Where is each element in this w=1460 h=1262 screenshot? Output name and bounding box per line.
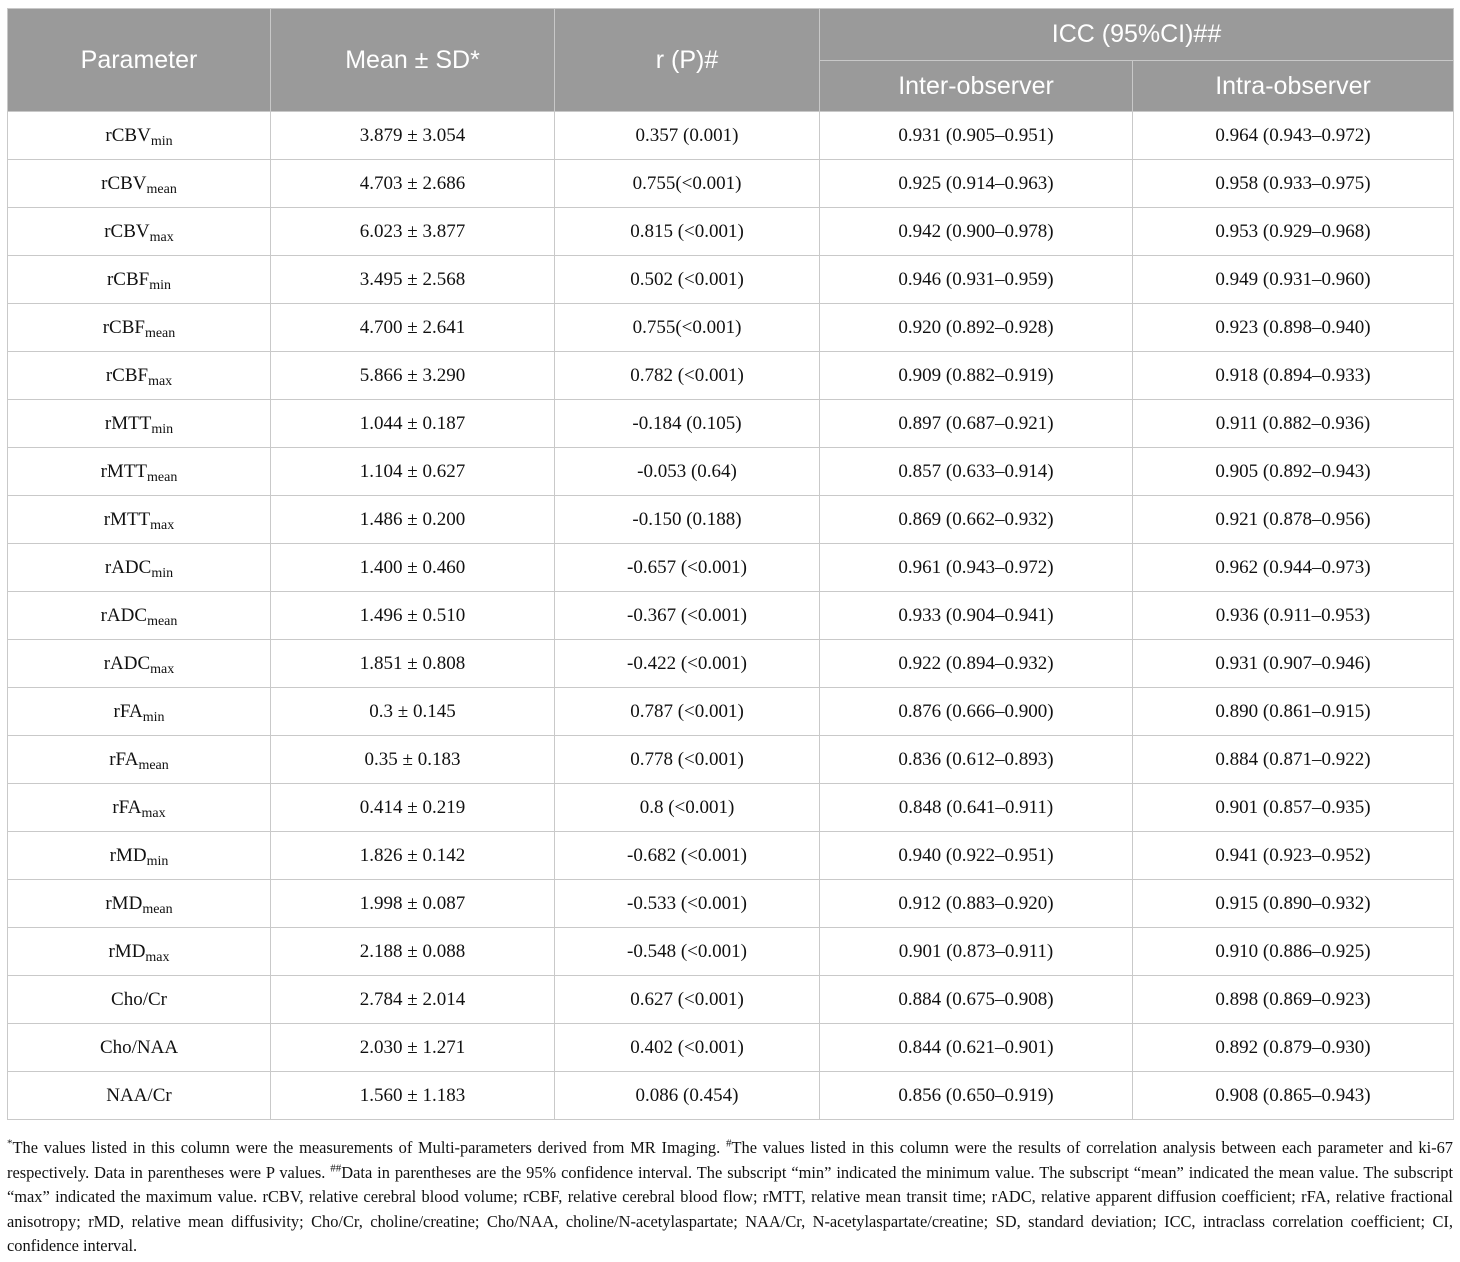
intra-observer-cell: 0.898 (0.869–0.923) [1133,976,1454,1024]
r-p-cell: 0.778 (<0.001) [555,736,820,784]
parameter-subscript: mean [138,757,169,773]
inter-observer-cell: 0.942 (0.900–0.978) [820,208,1133,256]
parameter-subscript: min [151,421,174,437]
inter-observer-cell: 0.857 (0.633–0.914) [820,448,1133,496]
intra-observer-cell: 0.884 (0.871–0.922) [1133,736,1454,784]
parameter-subscript: mean [144,325,176,341]
table-row [8,400,1454,448]
parameter-subscript: mean [146,181,177,197]
table-row [8,160,1454,208]
r-p-cell: 0.815 (<0.001) [555,208,820,256]
header-icc: ICC (95%CI)## [820,9,1454,61]
table-row [8,640,1454,688]
table-row [8,112,1454,160]
parameter-subscript: min [146,853,169,869]
table-row [8,496,1454,544]
intra-observer-cell: 0.941 (0.923–0.952) [1133,832,1454,880]
inter-observer-cell: 0.844 (0.621–0.901) [820,1024,1133,1072]
intra-observer-cell: 0.911 (0.882–0.936) [1133,400,1454,448]
inter-observer-cell: 0.836 (0.612–0.893) [820,736,1133,784]
parameter-subscript: mean [147,613,178,629]
intra-observer-cell: 0.901 (0.857–0.935) [1133,784,1454,832]
inter-observer-cell: 0.848 (0.641–0.911) [820,784,1133,832]
intra-observer-cell: 0.936 (0.911–0.953) [1133,592,1454,640]
parameter-name: rFA [109,748,139,770]
mean-sd-cell: 3.495 ± 2.568 [271,256,555,304]
intra-observer-cell: 0.962 (0.944–0.973) [1133,544,1454,592]
parameter-cell [8,400,271,448]
parameter-subscript: max [150,661,175,677]
parameter-cell [8,1072,271,1120]
parameter-cell [8,1024,271,1072]
intra-observer-cell: 0.910 (0.886–0.925) [1133,928,1454,976]
header-r-p: r (P)# [555,9,820,112]
table-row [8,448,1454,496]
parameter-cell [8,544,271,592]
results-table [7,8,1454,1120]
parameter-cell [8,784,271,832]
r-p-cell: 0.787 (<0.001) [555,688,820,736]
parameter-cell [8,208,271,256]
table-row [8,352,1454,400]
r-p-cell: 0.502 (<0.001) [555,256,820,304]
parameter-name: rCBF [102,316,145,338]
parameter-cell [8,160,271,208]
r-p-cell: -0.657 (<0.001) [555,544,820,592]
mean-sd-cell: 1.826 ± 0.142 [271,832,555,880]
mean-sd-cell: 2.784 ± 2.014 [271,976,555,1024]
table-row [8,976,1454,1024]
r-p-cell: -0.184 (0.105) [555,400,820,448]
r-p-cell: -0.367 (<0.001) [555,592,820,640]
mean-sd-cell: 0.414 ± 0.219 [271,784,555,832]
r-p-cell: 0.755(<0.001) [555,304,820,352]
parameter-name: rMD [108,940,146,962]
parameter-name: rFA [113,700,143,722]
parameter-name: rCBV [105,124,151,146]
intra-observer-cell: 0.949 (0.931–0.960) [1133,256,1454,304]
parameter-name: rADC [103,652,151,674]
footnote-mark-asterisk: * [7,1137,13,1150]
r-p-cell: -0.053 (0.64) [555,448,820,496]
mean-sd-cell: 1.400 ± 0.460 [271,544,555,592]
parameter-subscript: min [150,133,173,149]
parameter-subscript: max [148,373,173,389]
parameter-name: rMTT [104,412,152,434]
table-row [8,1072,1454,1120]
parameter-cell [8,736,271,784]
mean-sd-cell: 5.866 ± 3.290 [271,352,555,400]
inter-observer-cell: 0.920 (0.892–0.928) [820,304,1133,352]
intra-observer-cell: 0.931 (0.907–0.946) [1133,640,1454,688]
table-row [8,208,1454,256]
parameter-cell [8,688,271,736]
table-row [8,928,1454,976]
parameter-name: rCBV [101,172,147,194]
intra-observer-cell: 0.915 (0.890–0.932) [1133,880,1454,928]
intra-observer-cell: 0.908 (0.865–0.943) [1133,1072,1454,1120]
r-p-cell: -0.548 (<0.001) [555,928,820,976]
intra-observer-cell: 0.953 (0.929–0.968) [1133,208,1454,256]
mean-sd-cell: 3.879 ± 3.054 [271,112,555,160]
mean-sd-cell: 0.35 ± 0.183 [271,736,555,784]
table-row [8,880,1454,928]
parameter-cell [8,304,271,352]
parameter-name: rFA [112,796,142,818]
inter-observer-cell: 0.925 (0.914–0.963) [820,160,1133,208]
mean-sd-cell: 2.030 ± 1.271 [271,1024,555,1072]
parameter-subscript: max [149,229,174,245]
mean-sd-cell: 4.703 ± 2.686 [271,160,555,208]
table-footnote [7,1136,1453,1259]
intra-observer-cell: 0.890 (0.861–0.915) [1133,688,1454,736]
intra-observer-cell: 0.905 (0.892–0.943) [1133,448,1454,496]
header-parameter: Parameter [8,9,271,112]
mean-sd-cell: 1.496 ± 0.510 [271,592,555,640]
footnote-text-3: Data in parentheses are the 95% confidence interval. The subscript “min” indicated the minimum value. The subscript “mean” indicated the mean value. The subscript “max” indicated the maximum value. rCBV, relative cerebral blood volume; rCBF, relative cerebral blood flow; rMTT, relative mean transit time; rADC, relative apparent diffusion coefficient; rFA, relative fractional anisotropy; rMD, relative mean diffusivity; Cho/Cr, choline/creatine; Cho/NAA, choline/N-acetylaspartate; NAA/Cr, N-acetylaspartate/creatine; SD, standard deviation; ICC, intraclass correlation coefficient; CI, confidence interval. [7,1162,1454,1255]
inter-observer-cell: 0.946 (0.931–0.959) [820,256,1133,304]
r-p-cell: 0.8 (<0.001) [555,784,820,832]
mean-sd-cell: 4.700 ± 2.641 [271,304,555,352]
footnote-text-2: The values listed in this column were the results of correlation analysis between each parameter and ki-67 respectively. Data in parentheses were P values. [7,1138,1453,1182]
table-row [8,832,1454,880]
table-body [8,112,1454,1120]
parameter-subscript: min [151,565,174,581]
parameter-subscript: mean [147,469,178,485]
parameter-cell [8,592,271,640]
parameter-name: rMTT [103,508,151,530]
mean-sd-cell: 1.104 ± 0.627 [271,448,555,496]
table-row [8,544,1454,592]
table-row [8,304,1454,352]
parameter-name: rCBF [106,268,150,290]
parameter-name: rMD [109,844,147,866]
footnote-text-1: The values listed in this column were the measurements of Multi-parameters derived from MR Imaging. [12,1138,726,1157]
r-p-cell: 0.755(<0.001) [555,160,820,208]
parameter-name: rMTT [100,460,148,482]
intra-observer-cell: 0.918 (0.894–0.933) [1133,352,1454,400]
inter-observer-cell: 0.940 (0.922–0.951) [820,832,1133,880]
parameter-subscript: max [145,949,170,965]
r-p-cell: 0.782 (<0.001) [555,352,820,400]
parameter-subscript: mean [142,901,173,917]
intra-observer-cell: 0.921 (0.878–0.956) [1133,496,1454,544]
r-p-cell: -0.533 (<0.001) [555,880,820,928]
header-intra-observer: Intra-observer [1133,61,1454,112]
inter-observer-cell: 0.961 (0.943–0.972) [820,544,1133,592]
inter-observer-cell: 0.897 (0.687–0.921) [820,400,1133,448]
parameter-subscript: min [142,709,165,725]
footnote-mark-double-hash: ## [330,1162,342,1175]
table-row [8,736,1454,784]
r-p-cell: -0.150 (0.188) [555,496,820,544]
inter-observer-cell: 0.876 (0.666–0.900) [820,688,1133,736]
r-p-cell: 0.086 (0.454) [555,1072,820,1120]
results-table-container [7,8,1453,1120]
parameter-name: Cho/Cr [111,988,167,1010]
parameter-cell [8,496,271,544]
intra-observer-cell: 0.964 (0.943–0.972) [1133,112,1454,160]
intra-observer-cell: 0.958 (0.933–0.975) [1133,160,1454,208]
inter-observer-cell: 0.931 (0.905–0.951) [820,112,1133,160]
parameter-cell [8,928,271,976]
parameter-cell [8,448,271,496]
parameter-cell [8,880,271,928]
parameter-cell [8,256,271,304]
inter-observer-cell: 0.912 (0.883–0.920) [820,880,1133,928]
inter-observer-cell: 0.901 (0.873–0.911) [820,928,1133,976]
table-row [8,592,1454,640]
parameter-subscript: min [149,277,172,293]
table-header [8,9,1454,112]
table-row [8,256,1454,304]
parameter-cell [8,832,271,880]
inter-observer-cell: 0.856 (0.650–0.919) [820,1072,1133,1120]
parameter-subscript: max [141,805,166,821]
parameter-name: rADC [104,556,152,578]
mean-sd-cell: 0.3 ± 0.145 [271,688,555,736]
inter-observer-cell: 0.909 (0.882–0.919) [820,352,1133,400]
parameter-name: rCBV [104,220,150,242]
parameter-name: rMD [105,892,143,914]
table-row [8,688,1454,736]
inter-observer-cell: 0.884 (0.675–0.908) [820,976,1133,1024]
mean-sd-cell: 1.486 ± 0.200 [271,496,555,544]
mean-sd-cell: 1.560 ± 1.183 [271,1072,555,1120]
inter-observer-cell: 0.933 (0.904–0.941) [820,592,1133,640]
parameter-cell [8,112,271,160]
parameter-name: NAA/Cr [106,1084,172,1106]
parameter-name: rADC [100,604,148,626]
mean-sd-cell: 6.023 ± 3.877 [271,208,555,256]
r-p-cell: 0.627 (<0.001) [555,976,820,1024]
parameter-cell [8,976,271,1024]
parameter-cell [8,640,271,688]
parameter-subscript: max [150,517,175,533]
r-p-cell: 0.357 (0.001) [555,112,820,160]
footnote-mark-hash: # [726,1137,732,1150]
intra-observer-cell: 0.923 (0.898–0.940) [1133,304,1454,352]
inter-observer-cell: 0.869 (0.662–0.932) [820,496,1133,544]
header-mean-sd: Mean ± SD* [271,9,555,112]
table-row [8,1024,1454,1072]
parameter-cell [8,352,271,400]
mean-sd-cell: 1.851 ± 0.808 [271,640,555,688]
r-p-cell: -0.682 (<0.001) [555,832,820,880]
r-p-cell: -0.422 (<0.001) [555,640,820,688]
parameter-name: rCBF [105,364,149,386]
r-p-cell: 0.402 (<0.001) [555,1024,820,1072]
mean-sd-cell: 2.188 ± 0.088 [271,928,555,976]
header-inter-observer: Inter-observer [820,61,1133,112]
table-row [8,784,1454,832]
inter-observer-cell: 0.922 (0.894–0.932) [820,640,1133,688]
mean-sd-cell: 1.044 ± 0.187 [271,400,555,448]
intra-observer-cell: 0.892 (0.879–0.930) [1133,1024,1454,1072]
mean-sd-cell: 1.998 ± 0.087 [271,880,555,928]
parameter-name: Cho/NAA [99,1036,179,1058]
